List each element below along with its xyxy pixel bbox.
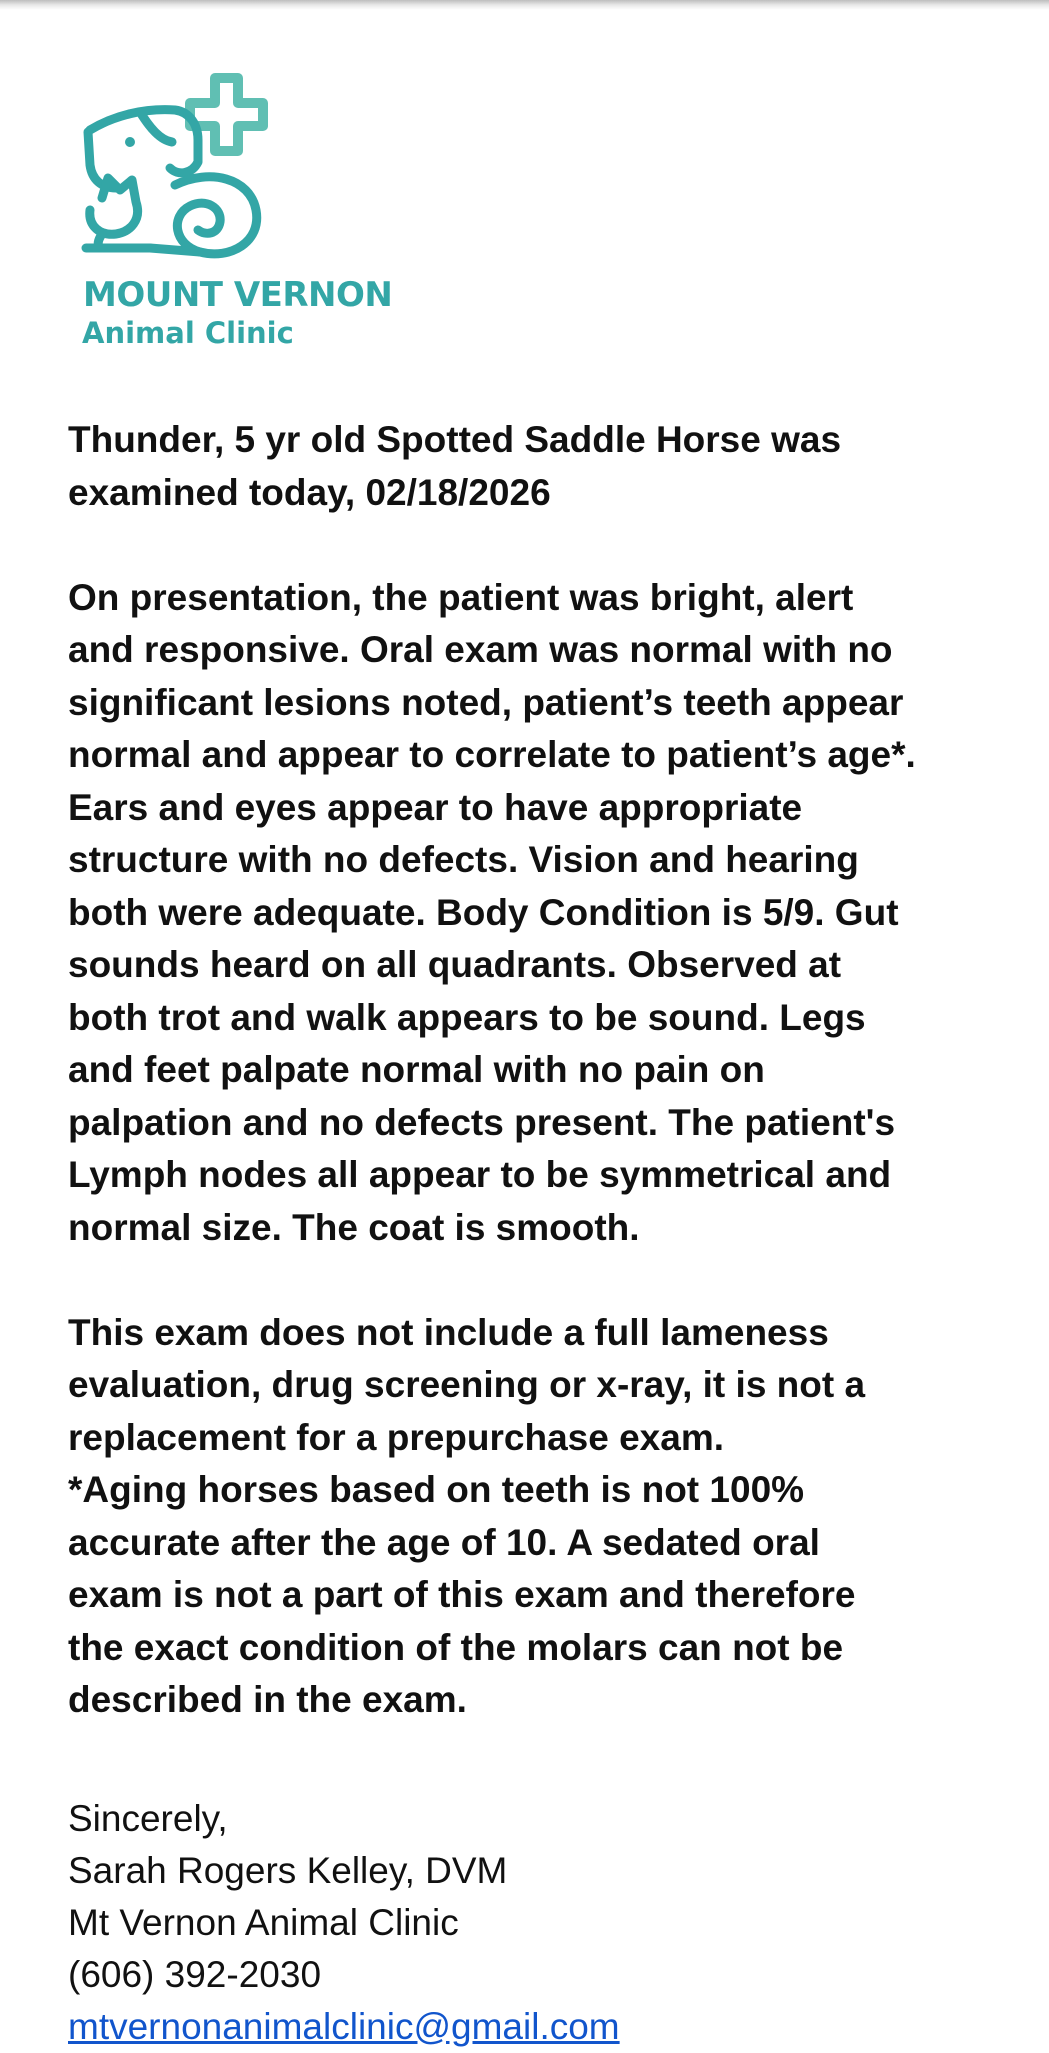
disclaimer-paragraph: [68, 1307, 1008, 1727]
paragraph-gap: [68, 1254, 1008, 1307]
clinic-logo: [80, 70, 400, 360]
exam-line: and responsive. Oral exam was normal with no: [68, 629, 893, 670]
exam-line: On presentation, the patient was bright, alert: [68, 576, 854, 618]
disclaimer-line: replacement for a prepurchase exam.: [68, 1416, 725, 1458]
paragraph-gap: [68, 519, 1008, 572]
exam-line: both were adequate. Body Condition is 5/9. Gut: [68, 891, 899, 933]
logo-name-line2: Animal Clinic: [82, 316, 294, 350]
disclaimer-line: *Aging horses based on teeth is not 100%: [68, 1469, 805, 1510]
clinic-name: Mt Vernon Animal Clinic: [68, 1901, 459, 1943]
exam-line: normal and appear to correlate to patient’s age*.: [68, 734, 916, 775]
disclaimer-line: evaluation, drug screening or x-ray, it is not a: [68, 1364, 866, 1405]
exam-findings-paragraph: [68, 572, 1008, 1255]
logo-name-line1: MOUNT VERNON: [83, 275, 393, 315]
intro-paragraph: [68, 414, 1008, 519]
top-edge-shadow: [0, 0, 1049, 10]
email-link[interactable]: mtvernonanimalclinic@gmail.com: [68, 2005, 620, 2047]
pet-cross-icon: [80, 70, 380, 270]
closing: Sincerely,: [68, 1797, 228, 1839]
exam-line: Lymph nodes all appear to be symmetrical and: [68, 1154, 892, 1195]
exam-line: sounds heard on all quadrants. Observed at: [68, 944, 842, 985]
disclaimer-line: accurate after the age of 10. A sedated oral: [68, 1521, 820, 1563]
exam-line: both trot and walk appears to be sound. Legs: [68, 996, 866, 1038]
exam-line: palpation and no defects present. The patient's: [68, 1101, 896, 1143]
intro-line: examined today, 02/18/2026: [68, 471, 551, 513]
phone-number: (606) 392-2030: [68, 1953, 322, 1995]
signature-block: [68, 1793, 1008, 2053]
exam-line: normal size. The coat is smooth.: [68, 1206, 640, 1248]
exam-line: significant lesions noted, patient’s teeth appear: [68, 681, 904, 723]
exam-line: and feet palpate normal with no pain on: [68, 1049, 765, 1090]
disclaimer-line: This exam does not include a full lameness: [68, 1311, 829, 1353]
intro-line: Thunder, 5 yr old Spotted Saddle Horse was: [68, 419, 842, 460]
signer-name: Sarah Rogers Kelley, DVM: [68, 1849, 508, 1891]
exam-line: Ears and eyes appear to have appropriate: [68, 786, 803, 828]
exam-line: structure with no defects. Vision and hearing: [68, 839, 859, 880]
letter-body: [68, 414, 1008, 2053]
disclaimer-line: exam is not a part of this exam and therefore: [68, 1574, 856, 1615]
disclaimer-line: described in the exam.: [68, 1679, 467, 1720]
disclaimer-line: the exact condition of the molars can not be: [68, 1626, 844, 1668]
